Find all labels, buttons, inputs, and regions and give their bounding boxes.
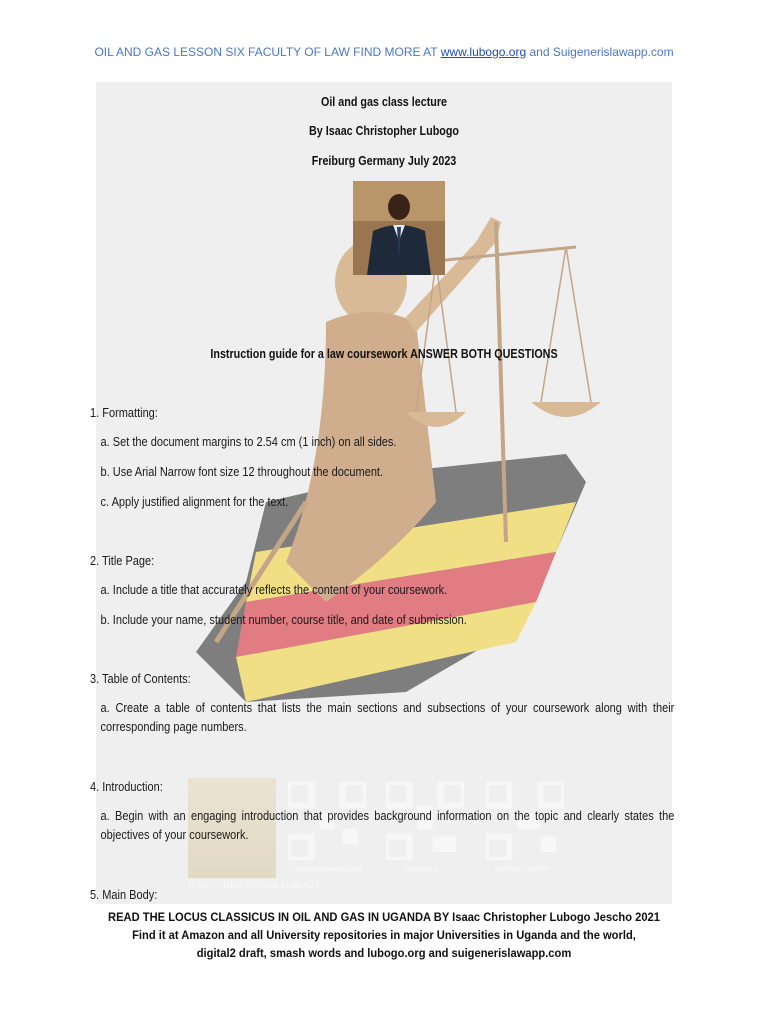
page-header: [0, 45, 768, 59]
instruction-heading: Instruction guide for a law coursework ANSWER BOTH QUESTIONS: [210, 347, 558, 361]
author-line: By Isaac Christopher Lubogo: [309, 124, 459, 138]
section-heading: 2. Title Page:: [90, 554, 155, 568]
section-formatting: [90, 404, 609, 512]
lecture-title: Oil and gas class lecture: [320, 95, 448, 109]
header-suffix: and Suigenerislawapp.com: [526, 45, 674, 59]
watermark-name: ISAAC CHRISTOPHER LUBOGO: [188, 880, 319, 890]
section-heading: 3. Table of Contents:: [90, 672, 191, 686]
section-heading: 5. Main Body:: [90, 888, 158, 902]
section-heading: 1. Formatting:: [90, 406, 158, 420]
author-photo: [353, 181, 445, 275]
section-heading: 4. Introduction:: [90, 780, 163, 794]
watermark-caption: lubogo.org: [404, 866, 438, 873]
watermark-caption: YouTube Channel: [494, 866, 550, 873]
list-item: a. Set the document margins to 2.54 cm (1 inch) on all sides.: [100, 435, 397, 449]
list-item: c. Apply justified alignment for the text.: [100, 495, 289, 509]
footer-line: READ THE LOCUS CLASSICUS IN OIL AND GAS IN UGANDA BY Isaac Christopher Lubogo Jescho 2021: [108, 910, 660, 924]
header-prefix: OIL AND GAS LESSON SIX FACULTY OF LAW FIND MORE AT: [94, 45, 441, 59]
list-item: b. Use Arial Narrow font size 12 throughout the document.: [100, 465, 384, 479]
list-item: a. Create a table of contents that lists the main sections and subsections of your coursework along with their corresponding page numbers.: [100, 701, 675, 734]
page-footer: [60, 908, 708, 962]
watermark-caption: suigenerislawapp.com: [294, 866, 364, 873]
section-title-page: [90, 552, 609, 630]
section-introduction: [90, 778, 675, 845]
header-link[interactable]: www.lubogo.org: [440, 45, 527, 59]
section-main-body: [90, 886, 609, 905]
location-date-line: Freiburg Germany July 2023: [311, 154, 457, 168]
section-table-of-contents: [90, 670, 675, 737]
footer-line: Find it at Amazon and all University repositories in major Universities in Uganda and the world,: [132, 928, 636, 942]
footer-line: digital2 draft, smash words and lubogo.org and suigenerislawapp.com: [196, 946, 572, 960]
list-item: b. Include your name, student number, course title, and date of submission.: [100, 613, 467, 627]
list-item: a. Include a title that accurately reflects the content of your coursework.: [100, 583, 448, 597]
list-item: a. Begin with an engaging introduction that provides background information on the topic and clearly states the objectives of your coursework.: [100, 809, 675, 842]
